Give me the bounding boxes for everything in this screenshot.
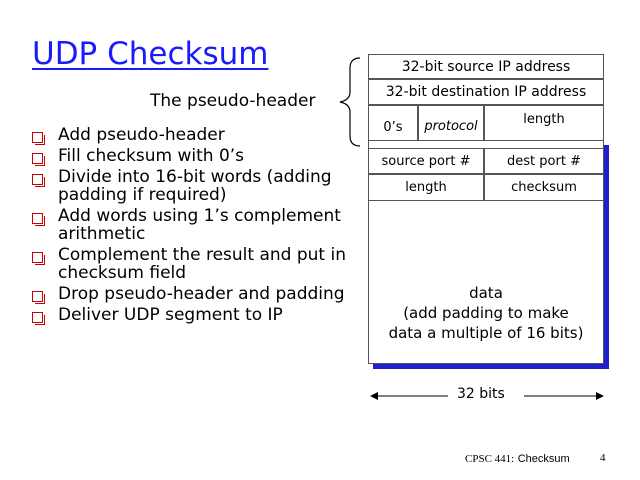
bullet-item: Drop pseudo-header and padding (30, 285, 350, 303)
bullet-list (30, 126, 350, 327)
bullet-item: Add words using 1’s complement arithmetic (30, 207, 350, 243)
dest-port-field: dest port # (484, 148, 604, 174)
bullet-box-icon (32, 312, 43, 323)
source-port-field: source port # (368, 148, 484, 174)
pseudo-header-label: The pseudo-header (150, 91, 316, 111)
bullet-item: Fill checksum with 0’s (30, 147, 350, 165)
checksum-field: checksum (484, 174, 604, 201)
page-number: 4 (600, 452, 606, 464)
bullet-box-icon (32, 252, 43, 263)
dest-ip-field: 32-bit destination IP address (368, 79, 604, 105)
slide-title: UDP Checksum (32, 36, 269, 72)
zeros-field: 0’s (368, 105, 418, 143)
width-label: 32 bits (457, 386, 505, 402)
protocol-field: protocol (418, 105, 484, 143)
udp-length-field: length (368, 174, 484, 201)
footer: CPSC 441: Checksum (465, 453, 570, 465)
bullet-box-icon (32, 213, 43, 224)
bullet-item: Add pseudo-header (30, 126, 350, 144)
bullet-box-icon (32, 153, 43, 164)
bullet-item: Deliver UDP segment to IP (30, 306, 350, 324)
bullet-box-icon (32, 291, 43, 302)
pseudo-length-field: length (484, 105, 604, 143)
source-ip-field: 32-bit source IP address (368, 54, 604, 79)
bullet-box-icon (32, 132, 43, 143)
bullet-item: Complement the result and put in checksum field (30, 246, 350, 282)
data-field: data (add padding to make data a multiple of 16 bits) (388, 284, 584, 342)
bullet-item: Divide into 16-bit words (adding padding if required) (30, 168, 350, 204)
bullet-box-icon (32, 174, 43, 185)
